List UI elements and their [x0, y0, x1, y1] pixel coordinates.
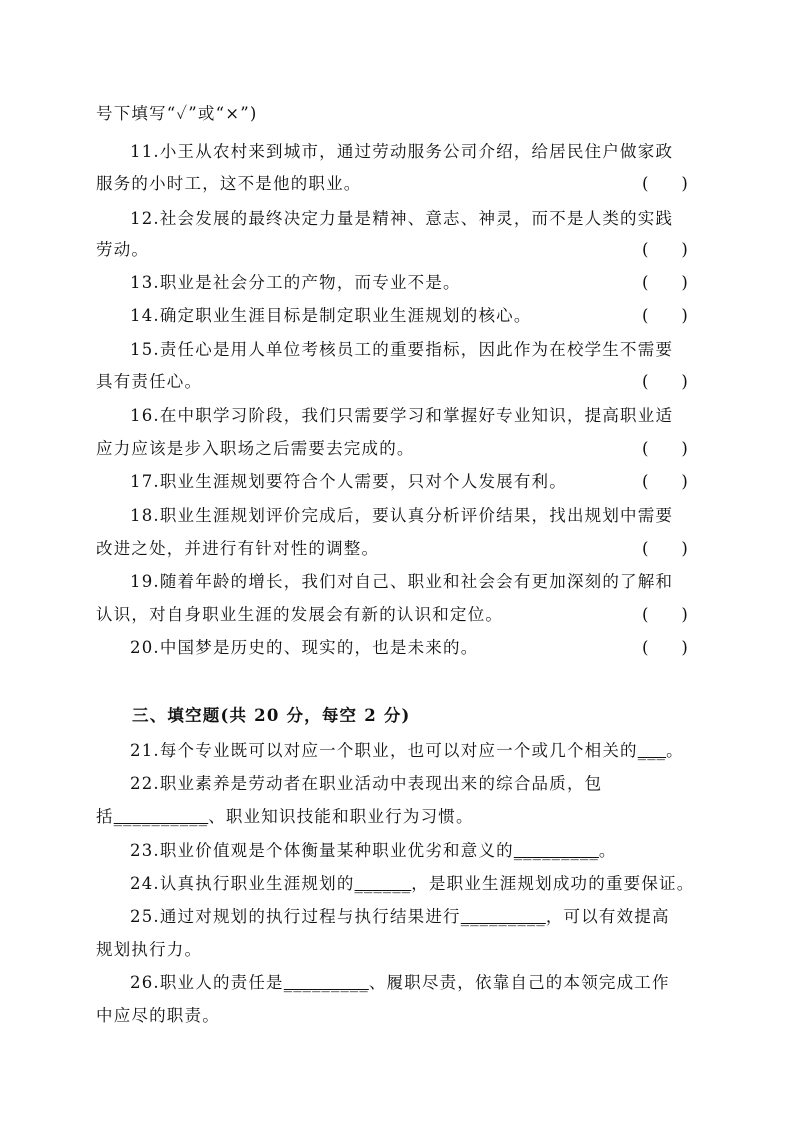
q25-blank[interactable]: _________: [460, 907, 546, 926]
q15-line1: 15.责任心是用人单位考核员工的重要指标，因此作为在校学生不需要: [130, 340, 674, 359]
q15-answer-mark[interactable]: ( ): [642, 372, 688, 391]
q14-line1: 14.确定职业生涯目标是制定职业生涯规划的核心。: [130, 306, 532, 325]
q18-line1: 18.职业生涯规划评价完成后，要认真分析评价结果，找出规划中需要: [130, 506, 674, 525]
section3-title: 三、填空题(共 20 分，每空 2 分): [132, 706, 411, 725]
q11-line1: 11.小王从农村来到城市，通过劳动服务公司介绍，给居民住户做家政: [130, 142, 674, 161]
q25-line2: 规划执行力。: [96, 940, 203, 959]
q11-answer-mark[interactable]: ( ): [642, 174, 688, 193]
q18-answer-mark[interactable]: ( ): [642, 539, 688, 558]
q17-answer-mark[interactable]: ( ): [642, 472, 688, 491]
q21-line1: 21.每个专业既可以对应一个职业，也可以对应一个或几个相关的___。: [130, 741, 684, 760]
q20-line1: 20.中国梦是历史的、现实的，也是未来的。: [130, 638, 479, 657]
q12-line1: 12.社会发展的最终决定力量是精神、意志、神灵，而不是人类的实践: [130, 209, 674, 228]
q20-answer-mark[interactable]: ( ): [642, 638, 688, 657]
q14-answer-mark[interactable]: ( ): [642, 306, 688, 325]
q23-blank[interactable]: _________: [513, 841, 599, 860]
q24-blank[interactable]: ______: [354, 874, 412, 893]
q11-line2: 服务的小时工，这不是他的职业。: [96, 174, 362, 193]
q19-answer-mark[interactable]: ( ): [642, 605, 688, 624]
q16-line1: 16.在中职学习阶段，我们只需要学习和掌握好专业知识，提高职业适: [130, 406, 674, 425]
q16-answer-mark[interactable]: ( ): [642, 439, 688, 458]
q19-line1: 19.随着年龄的增长，我们对自己、职业和社会会有更加深刻的了解和: [130, 572, 674, 591]
q17-line1: 17.职业生涯规划要符合个人需要，只对个人发展有利。: [130, 472, 567, 491]
q13-line1: 13.职业是社会分工的产物，而专业不是。: [130, 273, 461, 292]
q24-line1: 24.认真执行职业生涯规划的______，是职业生涯规划成功的重要保证。: [130, 874, 695, 893]
q22-blank[interactable]: __________: [113, 807, 209, 826]
q21-blank[interactable]: ___: [637, 741, 667, 760]
q22-line2: 括__________、职业知识技能和职业行为习惯。: [96, 807, 474, 826]
q26-blank[interactable]: _________: [283, 973, 369, 992]
q26-line1: 26.职业人的责任是_________、履职尽责，依靠自己的本领完成工作: [130, 973, 670, 992]
q13-answer-mark[interactable]: ( ): [642, 273, 688, 292]
q22-line1: 22.职业素养是劳动者在职业活动中表现出来的综合品质，包: [130, 774, 603, 793]
q23-line1: 23.职业价值观是个体衡量某种职业优劣和意义的_________。: [130, 841, 617, 860]
q12-line2: 劳动。: [96, 240, 150, 259]
q15-line2: 具有责任心。: [96, 372, 203, 391]
q16-line2: 应力应该是步入职场之后需要去完成的。: [96, 439, 415, 458]
q26-line2: 中应尽的职责。: [96, 1006, 220, 1025]
intro-tail: 号下填写“✓”或“×”): [96, 104, 258, 123]
q25-line1: 25.通过对规划的执行过程与执行结果进行_________，可以有效提高: [130, 907, 670, 926]
q12-answer-mark[interactable]: ( ): [642, 240, 688, 259]
q18-line2: 改进之处，并进行有针对性的调整。: [96, 539, 380, 558]
q19-line2: 认识，对自身职业生涯的发展会有新的认识和定位。: [96, 605, 504, 624]
